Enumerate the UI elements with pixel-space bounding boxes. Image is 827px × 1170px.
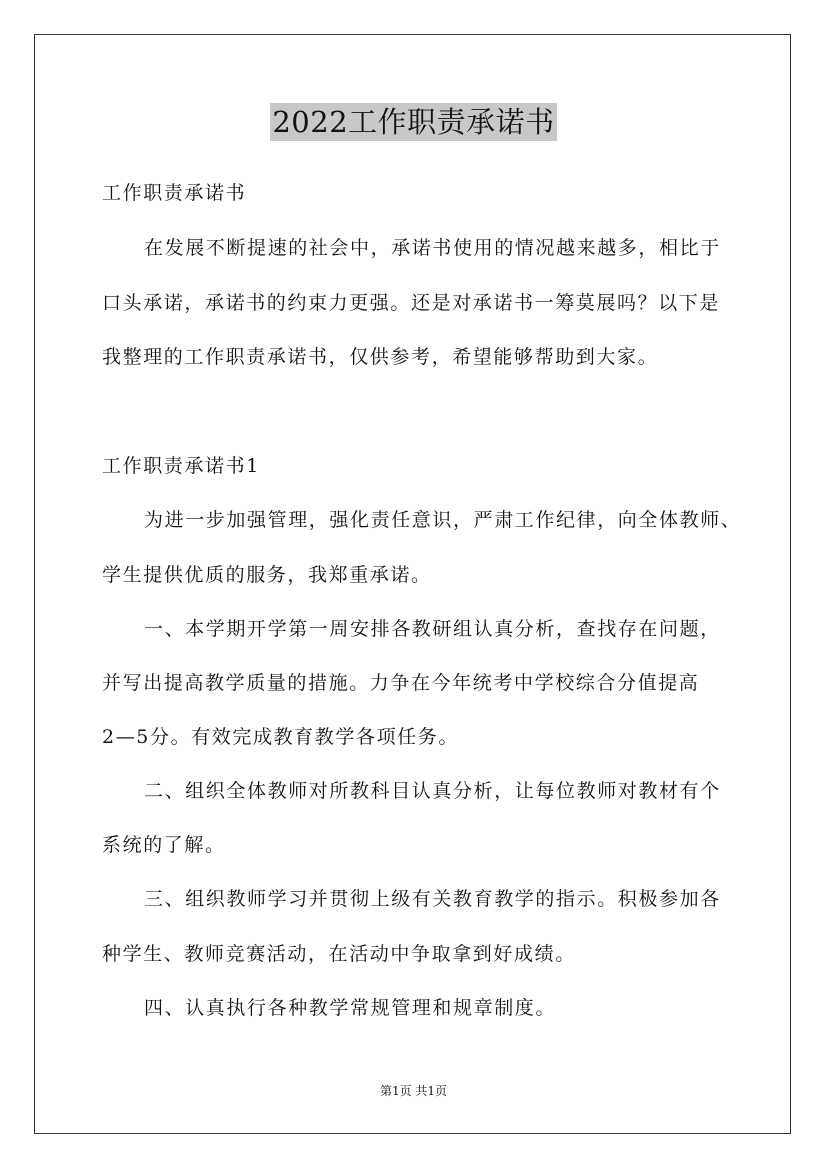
title-container [0,103,827,141]
paragraph-line: 三、组织教师学习并贯彻上级有关教育教学的指示。积极参加各 [144,888,721,910]
document-title: 2022工作职责承诺书 [272,105,555,139]
paragraph-line: 学生提供优质的服务，我郑重承诺。 [102,564,432,586]
paragraph-line: 为进一步加强管理，强化责任意识，严肃工作纪律，向全体教师、 [144,509,742,531]
paragraph-line: 2—5分。有效完成教育教学各项任务。 [102,726,459,748]
paragraph-line: 我整理的工作职责承诺书，仅供参考，希望能够帮助到大家。 [102,346,659,368]
paragraph-line: 种学生、教师竞赛活动，在活动中争取拿到好成绩。 [102,943,576,965]
paragraph-line: 在发展不断提速的社会中，承诺书使用的情况越来越多，相比于 [144,237,721,259]
paragraph-line: 并写出提高教学质量的措施。力争在今年统考中学校综合分值提高 [102,672,700,694]
paragraph-line: 二、组织全体教师对所教科目认真分析，让每位教师对教材有个 [144,780,721,802]
paragraph-line: 系统的了解。 [102,834,226,856]
page-footer: 第1页 共1页 [379,1084,448,1098]
paragraph-line: 口头承诺，承诺书的约束力更强。还是对承诺书一筹莫展吗？以下是 [102,292,721,314]
section-heading: 工作职责承诺书1 [102,455,260,477]
paragraph-line: 一、本学期开学第一周安排各教研组认真分析，查找存在问题， [144,618,721,640]
subtitle-line: 工作职责承诺书 [102,182,247,204]
paragraph-line: 四、认真执行各种教学常规管理和规章制度。 [144,997,557,1019]
